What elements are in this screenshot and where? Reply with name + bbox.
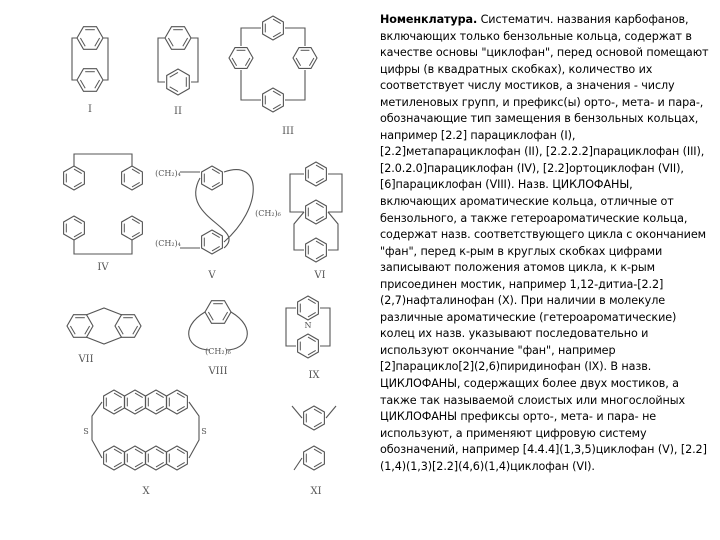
group-n: N xyxy=(304,321,312,330)
label-VII: VII xyxy=(78,354,94,365)
group-ch2-4-top: (CH₂)₄ xyxy=(155,169,181,178)
bridge-bond xyxy=(320,308,330,346)
label-X: X xyxy=(142,486,150,497)
bridge-bond xyxy=(158,38,165,82)
group-ch2-6-bridge: (CH₂)₆ xyxy=(205,347,231,356)
label-IV: IV xyxy=(97,262,109,273)
bridge-bond xyxy=(86,337,122,344)
bridge-bond xyxy=(294,212,304,250)
label-XI: XI xyxy=(310,486,322,497)
structures-figure xyxy=(58,8,376,518)
article-heading: Номенклатура. xyxy=(380,13,478,26)
bridge-bond xyxy=(328,174,342,212)
bridge-bond xyxy=(224,170,253,242)
article-body: Систематич. названия карбофанов, включающих только бензольные кольца, содержат в качестве основы "циклофан", перед основой помещают цифры (в квадратных скобках), количество их соответствует числу мостиков, а значения - числу метиленовых групп, и префикс(ы) орто-, мета- и пара-, обозначающие тип замещения в бензольных кольцах, например [2.2] парациклофан (I), [2.2]метапарациклофан (II), [2.2.2.2]парациклофан (III), [2.0.2.0]парациклофан (IV), [2.2]ортоциклофан (VII), [6]парациклофан (VIII). Назв. ЦИКЛОФАНЫ, включающих ароматические кольца, отличные от бензольного, а также гетероароматические кольца, содержат назв. соответствующего цикла с окончанием "фан", перед к-рым в круглых скобках цифрами записывают положения атомов цикла, к к-рым присоединен мостик, например 1,12-дитиа-[2.2](2,7)нафталинофан (X). При наличии в молекуле различные ароматические (гетероароматические) колец их назв. указывают последовательно и используют окончание "фан", например [2]парацикло[2](2,6)пиридинофан (IX). В назв. ЦИКЛОФАНЫ, содержащих более двух мостиков, а также так называемой слоистых или многослойных ЦИКЛОФАНЫ префиксы орто-, мета- и пара- не используют, а применяют цифровую систему обозначений, например [4.4.4](1,3,5)циклофан (V), [2.2](1,4)(1,3)[2.2](4,6)(1,4)циклофан (VI). xyxy=(380,13,709,473)
group-ch2-4-bottom: (CH₂)₄ xyxy=(155,239,181,248)
label-V: V xyxy=(208,270,216,281)
label-II: II xyxy=(174,106,182,117)
group-ch2-6-right: (CH₂)₆ xyxy=(255,209,281,218)
label-IX: IX xyxy=(308,370,320,381)
label-III: III xyxy=(282,126,294,137)
label-I: I xyxy=(88,104,92,115)
label-VI: VI xyxy=(314,270,326,281)
bridge-bond xyxy=(92,402,102,458)
bridge-bond xyxy=(241,70,261,100)
bridge-bond xyxy=(74,154,132,166)
bridge-bond xyxy=(74,240,132,254)
bridge-bond xyxy=(292,406,302,418)
bridge-bond xyxy=(294,458,302,470)
bridge-bond xyxy=(285,28,305,46)
bridge-bond xyxy=(286,308,296,346)
bridge-bond xyxy=(72,38,77,80)
bridge-bond xyxy=(285,70,305,100)
bridge-bond xyxy=(328,212,338,250)
bridge-bond xyxy=(241,28,261,46)
group-s-left: S xyxy=(83,427,89,436)
group-s-right: S xyxy=(201,427,207,436)
label-VIII: VIII xyxy=(208,366,228,377)
bridge-bond xyxy=(290,174,304,212)
bridge-bond xyxy=(191,38,198,82)
bridge-bond xyxy=(189,402,199,458)
bridge-bond xyxy=(103,38,108,80)
bridge-bond xyxy=(189,312,248,350)
cyclophane-structures xyxy=(58,8,376,518)
bridge-bond xyxy=(86,308,122,315)
article-text xyxy=(380,12,710,475)
bridge-bond xyxy=(196,178,229,248)
bridge-bond xyxy=(326,406,336,418)
